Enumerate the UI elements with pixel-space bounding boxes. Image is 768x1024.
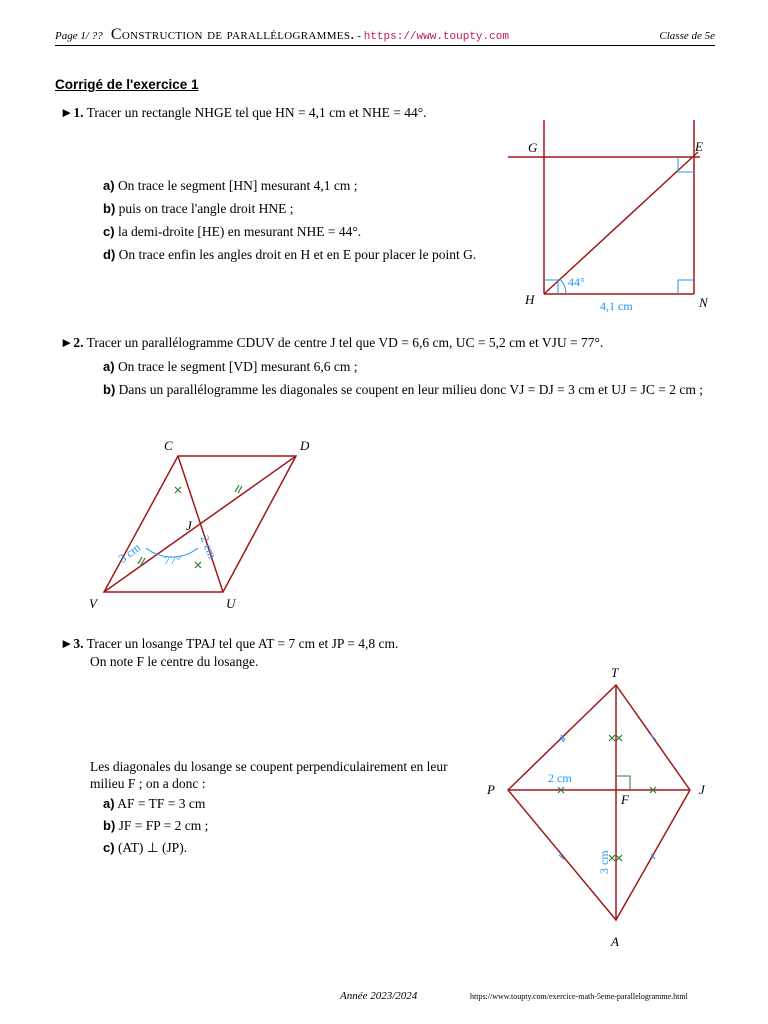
ex3-note: On note F le centre du losange.	[90, 654, 259, 669]
angle-label: 77°	[164, 553, 181, 567]
item-text: On trace le segment [HN] mesurant 4,1 cm ;	[117, 178, 358, 193]
ex1-item	[103, 224, 361, 240]
ex2-item	[103, 359, 357, 375]
length-label: 4,1 cm	[600, 299, 633, 313]
rectangle-figure	[500, 118, 730, 318]
ex1-item	[103, 246, 523, 263]
item-label: a)	[103, 359, 115, 374]
ex1-item	[103, 178, 357, 194]
item-label: c)	[103, 224, 115, 239]
item-label: d)	[103, 247, 116, 262]
point-e-label: E	[695, 139, 703, 154]
document-title: Construction de parallélogrammes.	[110, 26, 355, 43]
diagonal-cu	[178, 456, 223, 592]
ex2-item	[103, 381, 715, 398]
length-uj-label: 2 cm	[197, 533, 220, 561]
point-u-label: U	[226, 596, 236, 611]
point-g-label: G	[528, 140, 538, 155]
point-h-label: H	[525, 292, 535, 307]
ex3-item	[103, 818, 208, 834]
footer-year: Année 2023/2024	[340, 990, 418, 1002]
parallelogram-figure	[80, 430, 340, 615]
item-label: c)	[103, 840, 115, 855]
point-v-label: V	[89, 596, 97, 611]
ex2-statement	[60, 335, 603, 351]
length-af-label: 3 cm	[597, 850, 611, 874]
length-fp-label: 2 cm	[548, 771, 572, 785]
ex1-number: ►1.	[60, 105, 84, 120]
item-text: On trace le segment [VD] mesurant 6,6 cm ;	[117, 359, 358, 374]
page-header	[55, 26, 715, 44]
point-a-label: A	[611, 934, 619, 949]
ex3-item	[103, 796, 205, 812]
item-text: JF = FP = 2 cm ;	[118, 818, 209, 833]
header-dash: -	[357, 30, 361, 42]
item-text: (AT) ⊥ (JP).	[117, 840, 188, 855]
point-j-label: J	[699, 782, 705, 797]
item-label: b)	[103, 201, 116, 216]
item-text: la demi-droite [HE) en mesurant NHE = 44°.	[117, 224, 362, 239]
point-p-label: P	[487, 782, 495, 797]
header-rule	[55, 45, 715, 46]
ex3-item	[103, 840, 187, 856]
page-number: Page 1/ ??	[55, 30, 103, 42]
ex2-statement-text: Tracer un parallélogramme CDUV de centre J tel que VD = 6,6 cm, UC = 5,2 cm et VJU = 77°.	[86, 335, 604, 350]
ex1-statement	[60, 105, 427, 121]
point-f-label: F	[621, 792, 629, 807]
ex1-statement-text: Tracer un rectangle NHGE tel que HN = 4,1 cm et NHE = 44°.	[86, 105, 427, 120]
item-text: Dans un parallélogramme les diagonales se coupent en leur milieu donc VJ = DJ = 3 cm et UJ = JC = 2 cm ;	[118, 382, 703, 397]
item-text: AF = TF = 3 cm	[117, 796, 206, 811]
point-t-label: T	[611, 665, 619, 680]
item-label: b)	[103, 382, 116, 397]
ex1-item	[103, 201, 294, 217]
length-vj-label: 3 cm	[115, 540, 144, 566]
ray-he	[544, 152, 698, 294]
ex2-number: ►2.	[60, 335, 84, 350]
item-text: On trace enfin les angles droit en H et en E pour placer le point G.	[118, 247, 477, 262]
section-title: Corrigé de l'exercice 1	[55, 77, 199, 92]
item-label: b)	[103, 818, 116, 833]
rhombus-figure	[480, 660, 720, 955]
ex3-intro: Les diagonales du losange se coupent perpendiculairement en leur milieu F ; on a donc :	[90, 759, 448, 791]
point-d-label: D	[300, 438, 310, 453]
ex3-statement	[60, 636, 398, 652]
point-n-label: N	[699, 295, 708, 310]
header-url-link[interactable]: https://www.toupty.com	[363, 31, 509, 43]
ex3-statement-text: Tracer un losange TPAJ tel que AT = 7 cm et JP = 4,8 cm.	[86, 636, 399, 651]
point-j-label: J	[186, 518, 192, 533]
item-text: puis on trace l'angle droit HNE ;	[118, 201, 294, 216]
item-label: a)	[103, 178, 115, 193]
rhombus-tpaj	[508, 685, 690, 920]
item-label: a)	[103, 796, 115, 811]
class-label: Classe de 5e	[659, 30, 715, 42]
angle-label: 44°	[568, 275, 585, 289]
point-c-label: C	[164, 438, 173, 453]
footer-url-link[interactable]: https://www.toupty.com/exercice-math-5eme-parallelogramme.html	[470, 992, 688, 1001]
ex3-number: ►3.	[60, 636, 84, 651]
